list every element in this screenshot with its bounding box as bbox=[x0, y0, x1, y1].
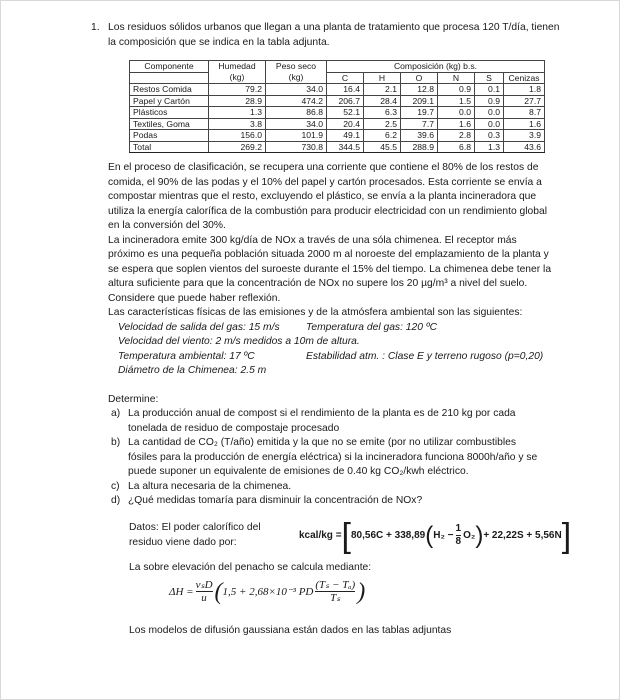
cell: 6.3 bbox=[364, 107, 401, 119]
cell: 101.9 bbox=[266, 130, 327, 142]
fraction-denominator: 8 bbox=[455, 536, 462, 547]
cell: 6.2 bbox=[364, 130, 401, 142]
cell: 3.9 bbox=[504, 130, 545, 142]
table-row bbox=[130, 107, 545, 119]
cell: 43.6 bbox=[504, 141, 545, 153]
cell: 2.8 bbox=[438, 130, 475, 142]
cell: 344.5 bbox=[327, 141, 364, 153]
cell: 79.2 bbox=[209, 84, 266, 96]
item-text bbox=[128, 494, 422, 509]
item-text bbox=[128, 480, 291, 495]
header-humedad: Humedad bbox=[209, 61, 266, 73]
header-o: O bbox=[401, 72, 438, 84]
fraction-denominator: Tₛ bbox=[330, 592, 341, 604]
bracket-open: [ bbox=[341, 516, 351, 555]
table-row bbox=[130, 95, 545, 107]
item-line: tonelada de residuo de compostaje procesado bbox=[128, 422, 340, 434]
header-empty bbox=[130, 72, 209, 84]
item-line: puede suponer un equivalente de emisiones de 0.40 kg CO₂/kwh eléctrico. bbox=[128, 466, 469, 477]
cell: 0.0 bbox=[438, 107, 475, 119]
item-label: c) bbox=[111, 480, 120, 492]
cell: 0.0 bbox=[475, 118, 504, 130]
item-line: La producción anual de compost si el rendimiento de la planta es de 210 kg por cada bbox=[128, 408, 516, 419]
item-text bbox=[128, 407, 516, 436]
cell: 209.1 bbox=[401, 95, 438, 107]
header-h: H bbox=[364, 72, 401, 84]
cell: 206.7 bbox=[327, 95, 364, 107]
item-line: ¿Qué medidas tomaría para disminuir la concentración de NOx? bbox=[128, 495, 423, 506]
determine-item bbox=[108, 480, 613, 495]
text-line: se espera que soplen vientos del suroeste durante el 15% del tiempo. La chimenea debe tener la bbox=[108, 263, 552, 275]
text-line: La incineradora emite 300 kg/día de NOx a través de una sóla chimenea. El receptor más bbox=[108, 234, 517, 246]
footer-text: Los modelos de difusión gaussiana están dados en las tablas adjuntas bbox=[129, 625, 452, 636]
cell: 20.4 bbox=[327, 118, 364, 130]
determine-item bbox=[108, 407, 613, 436]
determine-title: Determine: bbox=[108, 393, 159, 405]
header-composicion: Composición (kg) b.s. bbox=[327, 61, 545, 73]
fraction-numerator: (Tₛ − Tₐ) bbox=[315, 579, 356, 591]
cell: 16.4 bbox=[327, 84, 364, 96]
cell: 39.6 bbox=[401, 130, 438, 142]
cell: 269.2 bbox=[209, 141, 266, 153]
cell: 0.9 bbox=[438, 84, 475, 96]
cell: 1.6 bbox=[438, 118, 475, 130]
fraction-denominator: u bbox=[201, 592, 207, 604]
cell: 6.8 bbox=[438, 141, 475, 153]
text-line: próximo es una pequeña población situada 2000 m al noroeste del emplazamiento de la planta y bbox=[108, 249, 549, 260]
text-line: compostar mientras que el resto, excluyendo el plástico, se envía a la planta incineradora que bbox=[108, 191, 537, 202]
row-label: Restos Comida bbox=[130, 84, 209, 96]
header-peso: Peso seco bbox=[266, 61, 327, 73]
text-line: Las características físicas de las emisiones y de la atmósfera ambiental son las siguientes: bbox=[108, 307, 523, 318]
datos-text bbox=[129, 521, 299, 550]
param-gas-speed: Velocidad de salida del gas: 15 m/s bbox=[118, 321, 280, 333]
determine-section bbox=[108, 393, 613, 509]
datos-line: residuo viene dado por: bbox=[129, 536, 237, 548]
composition-table bbox=[129, 60, 545, 153]
cell: 2.1 bbox=[364, 84, 401, 96]
paren-close: ) bbox=[357, 578, 366, 605]
determine-items bbox=[108, 407, 613, 509]
item-text bbox=[128, 436, 537, 480]
header-peso-unit: (kg) bbox=[266, 72, 327, 84]
calorific-formula bbox=[299, 516, 572, 555]
header-s: S bbox=[475, 72, 504, 84]
param-amb-temp: Temperatura ambiental: 17 ºC bbox=[118, 350, 255, 362]
item-label: b) bbox=[111, 437, 121, 448]
cell: 34.0 bbox=[266, 84, 327, 96]
cell: 1.5 bbox=[438, 95, 475, 107]
formula-term: 1,5 + 2,68×10⁻³ PD bbox=[222, 586, 314, 598]
cell: 8.7 bbox=[504, 107, 545, 119]
item-line: La cantidad de CO₂ (T/año) emitida y la que no se emite (por no utilizar combustibles bbox=[128, 437, 517, 448]
text-line: comida, el 90% de las podas y el 10% del papel y cartón procesados. Esta corriente se envía a bbox=[108, 176, 542, 188]
header-cenizas: Cenizas bbox=[504, 72, 545, 84]
formula-lhs: ΔH = bbox=[169, 585, 194, 598]
item-line: La altura necesaria de la chimenea. bbox=[128, 480, 292, 492]
formula-term: H₂ − bbox=[433, 530, 454, 541]
header-c: C bbox=[327, 72, 364, 84]
paren-open: ( bbox=[425, 521, 434, 549]
plume-formula bbox=[108, 579, 613, 604]
param-gas-temp: Temperatura del gas: 120 ºC bbox=[306, 321, 438, 333]
body-text bbox=[108, 161, 613, 379]
cell: 3.8 bbox=[209, 118, 266, 130]
datos-line: Datos: El poder calorífico del bbox=[129, 522, 261, 533]
header-componente: Componente bbox=[130, 61, 209, 73]
determine-item bbox=[108, 436, 613, 480]
cell: 1.3 bbox=[209, 107, 266, 119]
cell: 1.8 bbox=[504, 84, 545, 96]
param-stability: Estabilidad atm. : Clase E y terreno rugoso (p=0,20) bbox=[306, 350, 544, 362]
cell: 2.5 bbox=[364, 118, 401, 130]
cell: 45.5 bbox=[364, 141, 401, 153]
cell: 1.3 bbox=[475, 141, 504, 153]
param-wind: Velocidad del viento: 2 m/s medidos a 10m de altura. bbox=[118, 336, 360, 347]
cell: 156.0 bbox=[209, 130, 266, 142]
table-row bbox=[130, 84, 545, 96]
content-flow bbox=[108, 161, 613, 639]
cell: 0.1 bbox=[475, 84, 504, 96]
header-n: N bbox=[438, 72, 475, 84]
fraction-numerator: 1 bbox=[455, 523, 462, 534]
item-label: a) bbox=[111, 408, 121, 419]
cell: 288.9 bbox=[401, 141, 438, 153]
paren-close: ) bbox=[475, 521, 484, 549]
param-diameter: Diámetro de la Chimenea: 2.5 m bbox=[118, 365, 267, 376]
cell: 7.7 bbox=[401, 118, 438, 130]
row-label: Papel y Cartón bbox=[130, 95, 209, 107]
cell: 49.1 bbox=[327, 130, 364, 142]
text-line: En el proceso de clasificación, se recupera una corriente que contiene el 80% de los restos de bbox=[108, 162, 539, 173]
row-label: Podas bbox=[130, 130, 209, 142]
bracket-close: ] bbox=[561, 516, 572, 555]
cell: 474.2 bbox=[266, 95, 327, 107]
table-row bbox=[130, 130, 545, 142]
formula-term: O₂ bbox=[463, 530, 476, 541]
cell: 1.6 bbox=[504, 118, 545, 130]
paren-open: ( bbox=[214, 578, 223, 605]
formula-lhs: kcal/kg = bbox=[299, 530, 342, 541]
intro bbox=[108, 21, 559, 50]
cell: 27.7 bbox=[504, 95, 545, 107]
formula-term: 80,56C + 338,89 bbox=[350, 530, 426, 541]
item-line: fósiles para la producción de energía eléctrica) si la incineradora funciona 8000h/año y se bbox=[128, 451, 538, 463]
text-line: Considere que puede haber reflexión. bbox=[108, 292, 281, 304]
item-label: d) bbox=[111, 495, 121, 506]
formula-term: + 22,22S + 5,56N bbox=[483, 530, 562, 541]
cell: 28.9 bbox=[209, 95, 266, 107]
cell: 730.8 bbox=[266, 141, 327, 153]
intro-line: la composición que se indica en la tabla adjunta. bbox=[108, 36, 330, 48]
cell: 86.8 bbox=[266, 107, 327, 119]
cell: 0.0 bbox=[475, 107, 504, 119]
row-label: Textiles, Goma bbox=[130, 118, 209, 130]
intro-line: Los residuos sólidos urbanos que llegan a una planta de tratamiento que procesa 120 T/día, tienen bbox=[108, 22, 560, 33]
cell: 52.1 bbox=[327, 107, 364, 119]
cell: 19.7 bbox=[401, 107, 438, 119]
fraction-numerator: vₛD bbox=[195, 579, 213, 591]
cell: 34.0 bbox=[266, 118, 327, 130]
text-line: en la conversión del 30%. bbox=[108, 220, 226, 231]
row-label: Total bbox=[130, 141, 209, 153]
text-line: utiliza la energía calorífica de la combustión para producir electricidad con un rendimiento global bbox=[108, 205, 548, 217]
table-row bbox=[130, 141, 545, 153]
row-label: Plásticos bbox=[130, 107, 209, 119]
params bbox=[108, 321, 613, 379]
determine-item bbox=[108, 494, 613, 509]
cell: 12.8 bbox=[401, 84, 438, 96]
problem-number: 1. bbox=[91, 22, 100, 33]
text-line: altura suficiente para que la concentración de NOx no supere los 20 µg/m³ a nivel del suelo. bbox=[108, 278, 528, 289]
header-humedad-unit: (kg) bbox=[209, 72, 266, 84]
datos-row bbox=[108, 516, 613, 555]
cell: 0.9 bbox=[475, 95, 504, 107]
table-row bbox=[130, 118, 545, 130]
cell: 0.3 bbox=[475, 130, 504, 142]
cell: 28.4 bbox=[364, 95, 401, 107]
plume-text: La sobre elevación del penacho se calcula mediante: bbox=[129, 561, 372, 573]
